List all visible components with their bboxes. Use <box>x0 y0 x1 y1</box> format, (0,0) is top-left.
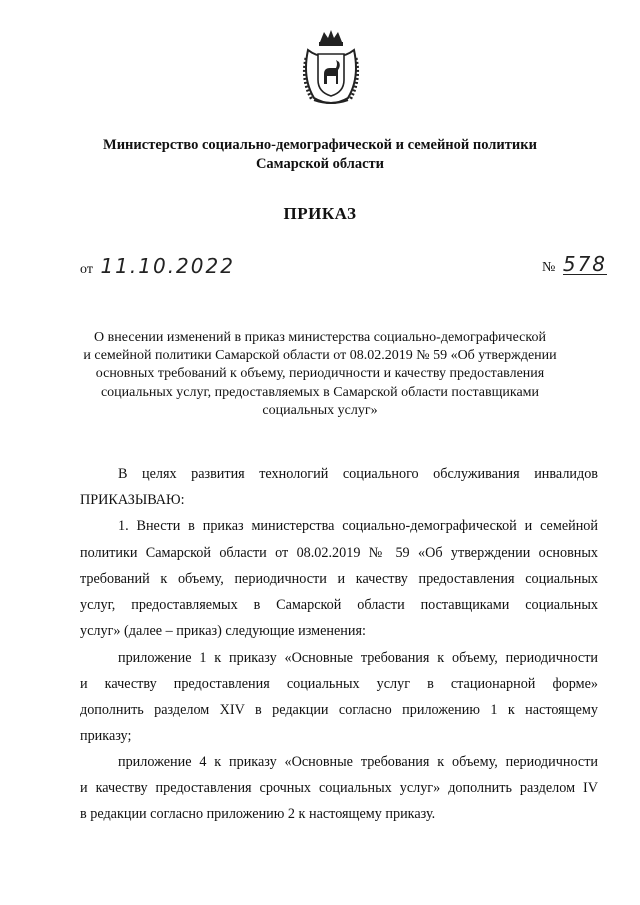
body-line: приказу; <box>80 728 132 744</box>
ministry-name-line1: Министерство социально-демографической и семейной политики <box>103 137 537 153</box>
subject-line: основных требований к объему, периодичности и качеству предоставления <box>95 366 545 382</box>
body-line: требований к объему, периодичности и качеству предоставления социальных <box>80 571 598 587</box>
body-line: и качеству предоставления социальных услуг в стационарной форме» <box>80 676 598 692</box>
number-prefix: № <box>542 260 556 275</box>
body-line: услуг» (далее – приказ) следующие изменения: <box>80 623 366 639</box>
order-subject <box>70 329 570 420</box>
handwritten-number: 578 <box>562 252 608 276</box>
subject-line: О внесении изменений в приказ министерства социально-демографической <box>94 330 546 345</box>
body-line: приложение 1 к приказу «Основные требования к объему, периодичности <box>118 650 598 666</box>
body-line: дополнить разделом XIV в редакции согласно приложению 1 к настоящему <box>80 702 598 718</box>
ministry-name-line2: Самарской области <box>255 156 385 172</box>
body-line: политики Самарской области от 08.02.2019 № 59 «Об утверждении основных <box>80 545 598 561</box>
body-line: приложение 4 к приказу «Основные требования к объему, периодичности <box>118 754 598 770</box>
handwritten-date: 11.10.2022 <box>100 254 235 278</box>
subject-line: социальных услуг» <box>262 402 378 418</box>
order-title: ПРИКАЗ <box>283 204 357 223</box>
order-number <box>542 254 607 276</box>
date-prefix: от <box>80 262 93 277</box>
body-line: и качеству предоставления срочных социальных услуг» дополнить разделом IV <box>80 780 598 796</box>
body-line: В целях развития технологий социального обслуживания инвалидов <box>118 466 598 482</box>
subject-line: социальных услуг, предоставляемых в Самарской области поставщиками <box>100 384 540 400</box>
subject-line: и семейной политики Самарской области от 08.02.2019 № 59 «Об утверждении <box>83 348 557 364</box>
body-line: в редакции согласно приложению 2 к настоящему приказу. <box>80 806 436 822</box>
coat-of-arms-icon <box>300 28 362 108</box>
body-line: услуг, предоставляемых в Самарской области поставщиками социальных <box>80 597 598 613</box>
order-date <box>80 254 235 278</box>
body-line: 1. Внести в приказ министерства социально-демографической и семейной <box>118 518 598 534</box>
body-line: ПРИКАЗЫВАЮ: <box>80 492 185 508</box>
